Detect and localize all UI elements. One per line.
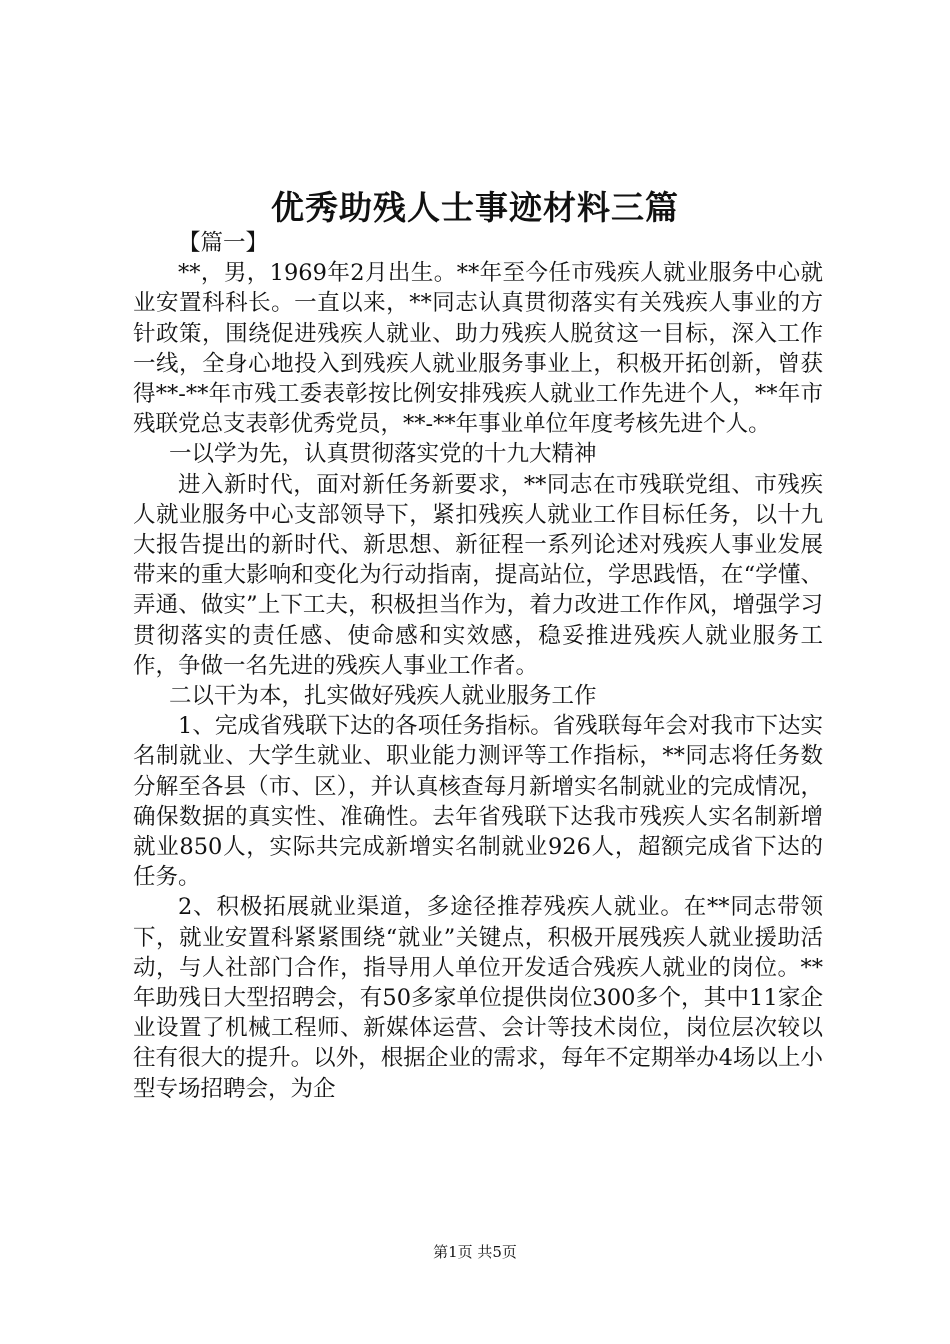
section-heading: 二以干为本，扎实做好残疾人就业服务工作 — [169, 683, 597, 710]
paragraph: 2、积极拓展就业渠道，多途径推荐残疾人就业。在**同志带领下，就业安置科紧紧围绕“就业”关键点，积极开展残疾人就业援助活动，与人社部门合作，指导用人单位开发适合残疾人就业的岗位。**年助残日大型招聘会，有50多家单位提供岗位300多个，其中11家企业设置了机械工程师、新媒体运营、会计等技术岗位，岗位层次较以往有很大的提升。以外，根据企业的需求，每年不定期举办4场以上小型专场招聘会，为企 — [133, 894, 823, 1102]
paragraph: **，男，1969年2月出生。**年至今任市残疾人就业服务中心就业安置科科长。一直以来，**同志认真贯彻落实有关残疾人事业的方针政策，围绕促进残疾人就业、助力残疾人脱贫这一目标，深入工作一线，全身心地投入到残疾人就业服务事业上，积极开拓创新，曾获得**-**年市残工委表彰按比例安排残疾人就业工作先进个人，**年市残联党总支表彰优秀党员，**-**年事业单位年度考核先进个人。 — [133, 260, 823, 438]
page-footer: 第1页 共5页 — [433, 1243, 517, 1261]
document-body — [133, 228, 823, 1104]
paragraph: 进入新时代，面对新任务新要求，**同志在市残联党组、市残疾人就业服务中心支部领导下，紧扣残疾人就业工作目标任务，以十九大报告提出的新时代、新思想、新征程一系列论述对残疾人事业发展带来的重大影响和变化为行动指南，提高站位，学思践悟，在“学懂、弄通、做实”上下工夫，积极担当作为，着力改进工作作风，增强学习贯彻落实的责任感、使命感和实效感，稳妥推进残疾人就业服务工作，争做一名先进的残疾人事业工作者。 — [133, 471, 823, 679]
section-label: 【篇一】 — [178, 230, 269, 256]
paragraph: 1、完成省残联下达的各项任务指标。省残联每年会对我市下达实名制就业、大学生就业、职业能力测评等工作指标，**同志将任务数分解至各县（市、区），并认真核查每月新增实名制就业的完成情况，确保数据的真实性、准确性。去年省残联下达我市残疾人实名制新增就业850人，实际共完成新增实名制就业926人，超额完成省下达的任务。 — [133, 713, 823, 891]
section-heading: 一以学为先，认真贯彻落实党的十九大精神 — [169, 441, 597, 468]
document-title: 优秀助残人士事迹材料三篇 — [271, 188, 679, 227]
